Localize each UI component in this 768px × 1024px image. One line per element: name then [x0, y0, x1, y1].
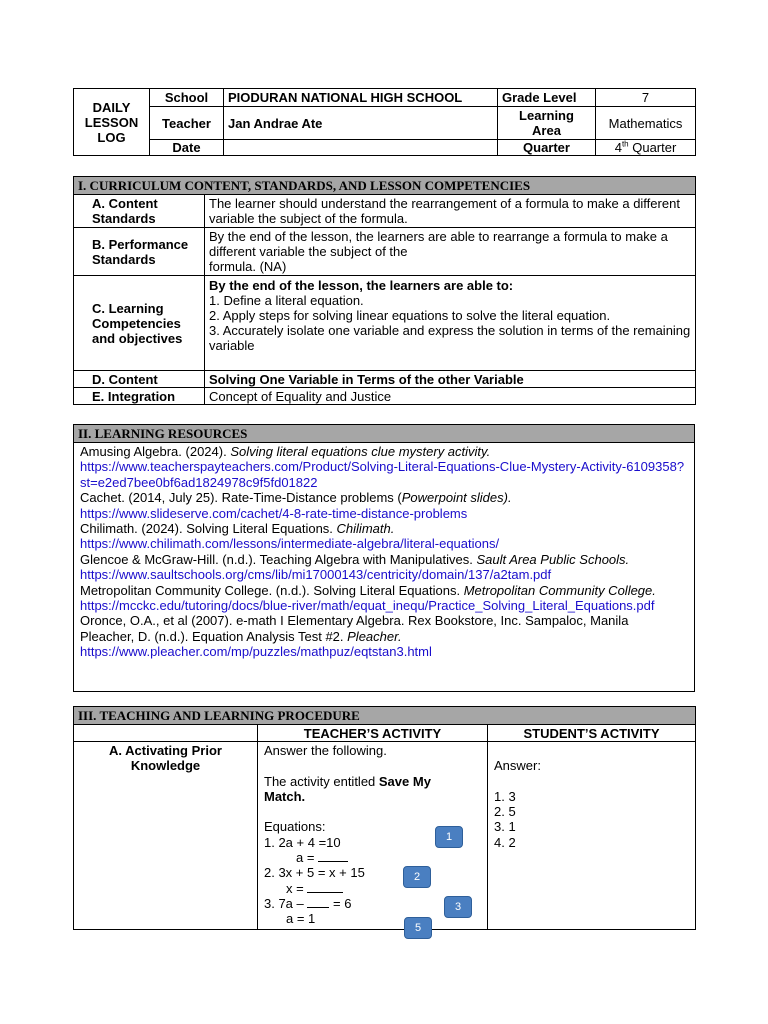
- procedure-table: [73, 706, 696, 930]
- competencies-text: By the end of the lesson, the learners are able to: 1. Define a literal equation. 2. Apply steps for solving linear equations to solve the literal equation. 3. Accurately isolate one variable and express the solution in terms of the remaining variable: [205, 276, 696, 371]
- header-table: [73, 88, 696, 156]
- resource-7-link[interactable]: https://www.pleacher.com/mp/puzzles/mathpuz/eqtstan3.html: [80, 644, 432, 660]
- curriculum-table: [73, 176, 696, 405]
- learning-area-value: Mathematics: [596, 107, 696, 140]
- learning-area-label: Learning Area: [498, 107, 596, 140]
- procedure-blank-header: [74, 725, 258, 742]
- student-activity-header: STUDENT’S ACTIVITY: [488, 725, 696, 742]
- quarter-label: Quarter: [498, 140, 596, 156]
- performance-standards-text: By the end of the lesson, the learners are able to rearrange a formula to make a different variable the subject of the formula. (NA): [205, 228, 696, 276]
- quarter-value: 4th Quarter: [596, 140, 696, 156]
- resource-5: Metropolitan Community College. (n.d.). Solving Literal Equations. Metropolitan Community College.: [80, 582, 656, 598]
- resource-5-link[interactable]: https://mcckc.edu/tutoring/docs/blue-river/math/equat_inequ/Practice_Solving_Literal_Equations.pdf: [80, 598, 655, 614]
- content-label: D. Content: [74, 371, 205, 388]
- section2-heading: II. LEARNING RESOURCES: [74, 425, 695, 443]
- integration-text: Concept of Equality and Justice: [205, 388, 696, 405]
- date-value: [224, 140, 498, 156]
- choice-badge-3[interactable]: 3: [444, 896, 472, 918]
- grade-label: Grade Level: [498, 89, 596, 107]
- resource-1-link[interactable]: https://www.teacherspayteachers.com/Product/Solving-Literal-Equations-Clue-Mystery-Activity-6109358?st=e2ed7bee0bf6ad1824978c9f5fd01822: [80, 459, 685, 490]
- activating-prior-knowledge-label: A. Activating Prior Knowledge: [74, 742, 258, 930]
- school-label: School: [150, 89, 224, 107]
- resource-4: Glencoe & McGraw-Hill. (n.d.). Teaching Algebra with Manipulatives. Sault Area Public Schools.: [80, 551, 630, 567]
- content-standards-label: A. Content Standards: [74, 195, 205, 228]
- resource-2-link[interactable]: https://www.slideserve.com/cachet/4-8-rate-time-distance-problems: [80, 505, 468, 521]
- content-text: Solving One Variable in Terms of the other Variable: [205, 371, 696, 388]
- resource-6: Oronce, O.A., et al (2007). e-math I Elementary Algebra. Rex Bookstore, Inc. Sampaloc, Manila: [80, 613, 629, 629]
- section3-heading: III. TEACHING AND LEARNING PROCEDURE: [74, 707, 696, 725]
- resource-3-link[interactable]: https://www.chilimath.com/lessons/intermediate-algebra/literal-equations/: [80, 536, 500, 552]
- date-label: Date: [150, 140, 224, 156]
- resource-2: Cachet. (2014, July 25). Rate-Time-Distance problems (Powerpoint slides).: [80, 490, 512, 506]
- student-activity-cell: Answer: 1. 3 2. 5 3. 1 4. 2: [488, 742, 696, 930]
- integration-label: E. Integration: [74, 388, 205, 405]
- resource-7: Pleacher, D. (n.d.). Equation Analysis Test #2. Pleacher.: [80, 628, 402, 644]
- resource-3: Chilimath. (2024). Solving Literal Equations. Chilimath.: [80, 521, 395, 537]
- performance-standards-label: B. Performance Standards: [74, 228, 205, 276]
- resources-table: [73, 424, 695, 692]
- school-value: PIODURAN NATIONAL HIGH SCHOOL: [224, 89, 498, 107]
- competencies-label: C. Learning Competencies and objectives: [74, 276, 205, 371]
- resource-4-link[interactable]: https://www.saultschools.org/cms/lib/mi17000143/centricity/domain/137/a2tam.pdf: [80, 567, 552, 583]
- teacher-activity-cell: Answer the following. The activity entitled Save My Match. Equations: 1. 2a + 4 =10 a = 2. 3x + 5 = x + 15 x = 3. 7a – = 6 a = 1: [258, 742, 488, 930]
- resource-1: Amusing Algebra. (2024). Solving literal equations clue mystery activity.: [80, 444, 491, 459]
- dll-title: DAILY LESSON LOG: [74, 89, 150, 156]
- teacher-value: Jan Andrae Ate: [224, 107, 498, 140]
- choice-badge-2[interactable]: 2: [403, 866, 431, 888]
- resources-list: [74, 443, 695, 692]
- teacher-activity-header: TEACHER’S ACTIVITY: [258, 725, 488, 742]
- section1-heading: I. CURRICULUM CONTENT, STANDARDS, AND LESSON COMPETENCIES: [74, 177, 696, 195]
- grade-value: 7: [596, 89, 696, 107]
- choice-badge-5[interactable]: 5: [404, 917, 432, 939]
- teacher-label: Teacher: [150, 107, 224, 140]
- content-standards-text: The learner should understand the rearrangement of a formula to make a different variable the subject of the formula.: [205, 195, 696, 228]
- choice-badge-1[interactable]: 1: [435, 826, 463, 848]
